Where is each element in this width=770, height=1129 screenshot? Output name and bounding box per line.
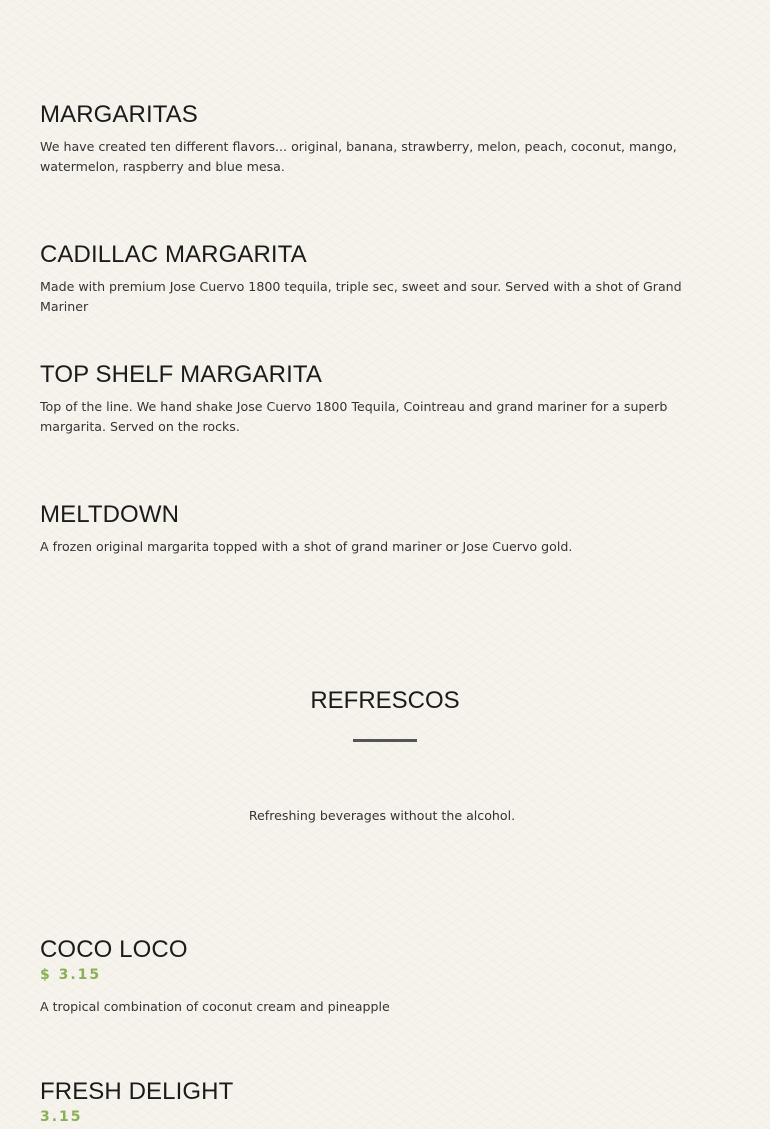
item-description: A frozen original margarita topped with a shot of grand mariner or Jose Cuervo gold. <box>40 539 573 554</box>
item-description: We have created ten different flavors... original, banana, strawberry, melon, peach, coconut, mango, watermelon, raspberry and blue mesa. <box>40 139 677 174</box>
section-divider <box>353 739 417 742</box>
item-title: MARGARITAS <box>40 101 198 128</box>
section-title: REFRESCOS <box>310 687 460 714</box>
item-price: 3.15 <box>40 1109 83 1125</box>
menu-item-fresh-delight <box>40 1078 730 1127</box>
item-description: A tropical combination of coconut cream and pineapple <box>40 999 390 1014</box>
item-title: FRESH DELIGHT <box>40 1078 234 1105</box>
menu-item-margaritas <box>40 101 730 177</box>
menu-item-top-shelf-margarita <box>40 361 730 437</box>
section-description: Refreshing beverages without the alcohol. <box>248 808 516 823</box>
menu-item-meltdown <box>40 501 730 557</box>
item-description: Made with premium Jose Cuervo 1800 tequila, triple sec, sweet and sour. Served with a shot of Grand Mariner <box>40 279 682 314</box>
item-title: COCO LOCO <box>40 936 188 963</box>
item-description: Top of the line. We hand shake Jose Cuervo 1800 Tequila, Cointreau and grand mariner for a superb margarita. Served on the rocks. <box>40 399 668 434</box>
menu-item-coco-loco <box>40 936 730 1017</box>
item-price: $ 3.15 <box>40 967 102 983</box>
item-title: TOP SHELF MARGARITA <box>40 361 322 388</box>
item-title: MELTDOWN <box>40 501 180 528</box>
menu-item-cadillac-margarita <box>40 241 730 317</box>
item-title: CADILLAC MARGARITA <box>40 241 307 268</box>
